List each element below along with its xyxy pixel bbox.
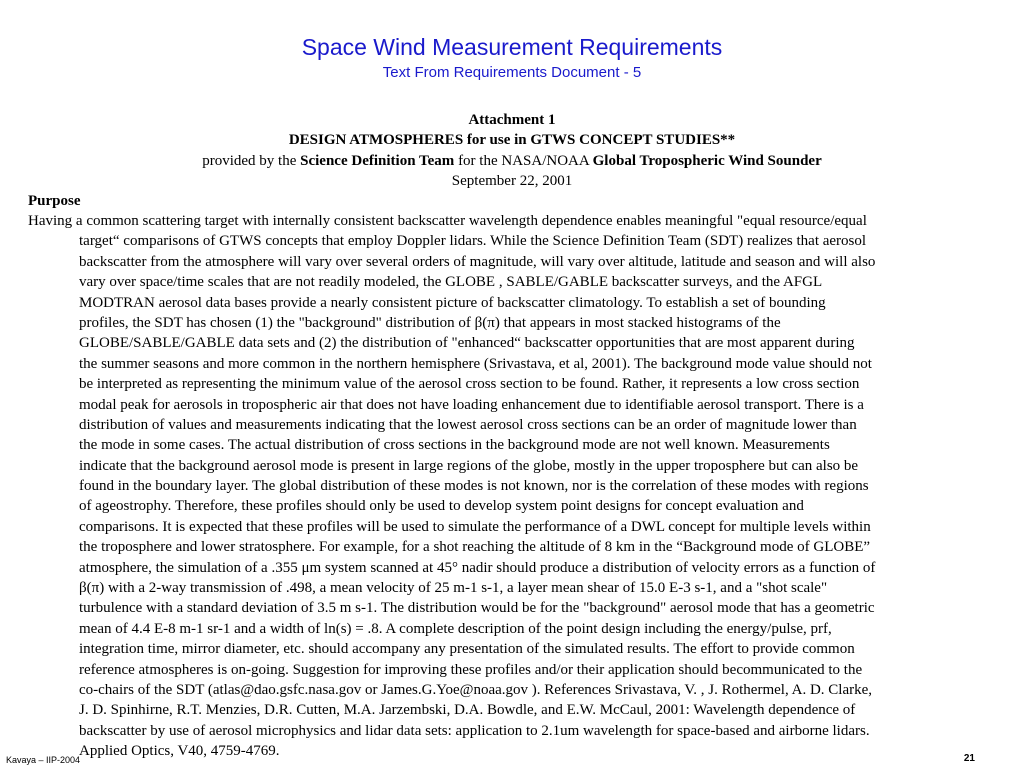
for-the-text: for the NASA/NOAA bbox=[454, 153, 593, 169]
slide-subtitle: Text From Requirements Document - 5 bbox=[382, 64, 642, 81]
paragraph-line: J. D. Spinhirne, R.T. Menzies, D.R. Cutten, M.A. Jarzembski, D.A. Bowdle, and E.W. McCaul, 2001: Wavelength dependence of bbox=[79, 702, 856, 719]
paragraph-line: target“ comparisons of GTWS concepts that employ Doppler lidars. While the Science Definition Team (SDT) realizes that aerosol bbox=[79, 233, 867, 250]
provided-prefix: provided by the bbox=[202, 153, 301, 169]
paragraph-line: integration time, mirror diameter, etc. should accompany any presentation of the simulated results. The effort to provide common bbox=[79, 641, 855, 658]
paragraph-line: β(π) with a 2-way transmission of .498, a mean velocity of 25 m-1 s-1, a layer mean shear of 15.0 E-3 s-1, and a "shot scale" bbox=[79, 580, 828, 597]
paragraph-line: comparisons. It is expected that these profiles will be used to simulate the performance of a DWL concept for multiple levels within bbox=[79, 518, 871, 535]
paragraph-line: of ageostrophy. Therefore, these profiles should only be used to develop system point designs for concept evaluation and bbox=[79, 498, 804, 515]
paragraph-line: indicate that the background aerosol mode is present in large regions of the globe, mostly in the upper troposphere but can also be bbox=[79, 457, 859, 474]
purpose-heading: Purpose bbox=[28, 193, 81, 209]
footer-author: Kavaya – IIP-2004 bbox=[6, 755, 81, 765]
paragraph-line: reference atmospheres is on-going. Suggestion for improving these profiles and/or their application should becommunicated to the bbox=[79, 661, 863, 678]
slide-title: Space Wind Measurement Requirements bbox=[301, 34, 723, 60]
paragraph-line: the mode in some cases. The actual distribution of cross sections in the background mode are not well known. Measurements bbox=[79, 437, 830, 454]
purpose-paragraph bbox=[28, 211, 993, 762]
paragraph-line: vary over space/time scales that are not readily modeled, the GLOBE , SABLE/GABLE backscatter surveys, and the AFGL bbox=[79, 274, 823, 291]
paragraph-line: co-chairs of the SDT (atlas@dao.gsfc.nasa.gov or James.G.Yoe@noaa.gov ). References Srivastava, V. , J. Rothermel, A. D. Clarke, bbox=[79, 681, 873, 698]
paragraph-line: profiles, the SDT has chosen (1) the "background" distribution of β(π) that appears in most stacked histograms of the bbox=[79, 314, 781, 331]
paragraph-line: backscatter from the atmosphere will vary over several orders of magnitude, will vary over altitude, latitude and season and will also bbox=[79, 253, 876, 270]
paragraph-line: the troposphere and lower stratosphere. For example, for a shot reaching the altitude of 8 km in the “Background mode of GLOBE” bbox=[79, 539, 871, 556]
paragraph-line: distribution of values and measurements indicating that the lowest aerosol cross sections can be an order of magnitude lower than bbox=[79, 416, 857, 433]
attachment-heading: DESIGN ATMOSPHERES for use in GTWS CONCEPT STUDIES** bbox=[288, 132, 736, 148]
provided-by-line bbox=[0, 151, 1024, 171]
paragraph-line: GLOBE/SABLE/GABLE data sets and (2) the distribution of "enhanced“ backscatter opportunities that are most apparent during bbox=[79, 335, 855, 352]
paragraph-line: atmosphere, the simulation of a .355 μm system scanned at 45° nadir should produce a distribution of velocity errors as a function of bbox=[79, 559, 876, 576]
attachment-label: Attachment 1 bbox=[468, 112, 556, 128]
attachment-date: September 22, 2001 bbox=[451, 173, 573, 189]
paragraph-line: backscatter by use of aerosol microphysics and lidar data sets: application to 2.1um wavelength for space-based and airborne lidars. bbox=[79, 722, 870, 739]
paragraph-line: be interpreted as representing the minimum value of the aerosol cross section to be found. Rather, it represents a low cross section bbox=[79, 376, 860, 393]
page-number: 21 bbox=[963, 753, 975, 764]
paragraph-line: Applied Optics, V40, 4759-4769. bbox=[79, 743, 280, 760]
paragraph-line: MODTRAN aerosol data bases provide a nearly consistent picture of backscatter climatology. To establish a set of bounding bbox=[79, 294, 826, 311]
paragraph-line: found in the boundary layer. The global distribution of these modes is not known, nor is the correlation of these modes with regions bbox=[79, 478, 869, 495]
paragraph-line: mean of 4.4 E-8 m-1 sr-1 and a width of ln(s) = .8. A complete description of the point design including the energy/pulse, prf, bbox=[79, 620, 832, 637]
paragraph-line: the summer seasons and more common in the northern hemisphere (Srivastava, et al, 2001). The background mode value should not bbox=[79, 355, 872, 372]
paragraph-line: Having a common scattering target with internally consistent backscatter wavelength dependence enables meaningful "equal resource/equal bbox=[28, 213, 867, 229]
team-name: Science Definition Team bbox=[300, 153, 455, 169]
paragraph-line: turbulence with a standard deviation of 3.5 m s-1. The distribution would be for the "background" aerosol mode that has a geometric bbox=[79, 600, 875, 617]
paragraph-line: modal peak for aerosols in tropospheric air that does not have loading enhancement due to identifiable aerosol transport. There is a bbox=[79, 396, 864, 413]
sounder-name: Global Tropospheric Wind Sounder bbox=[592, 153, 822, 169]
